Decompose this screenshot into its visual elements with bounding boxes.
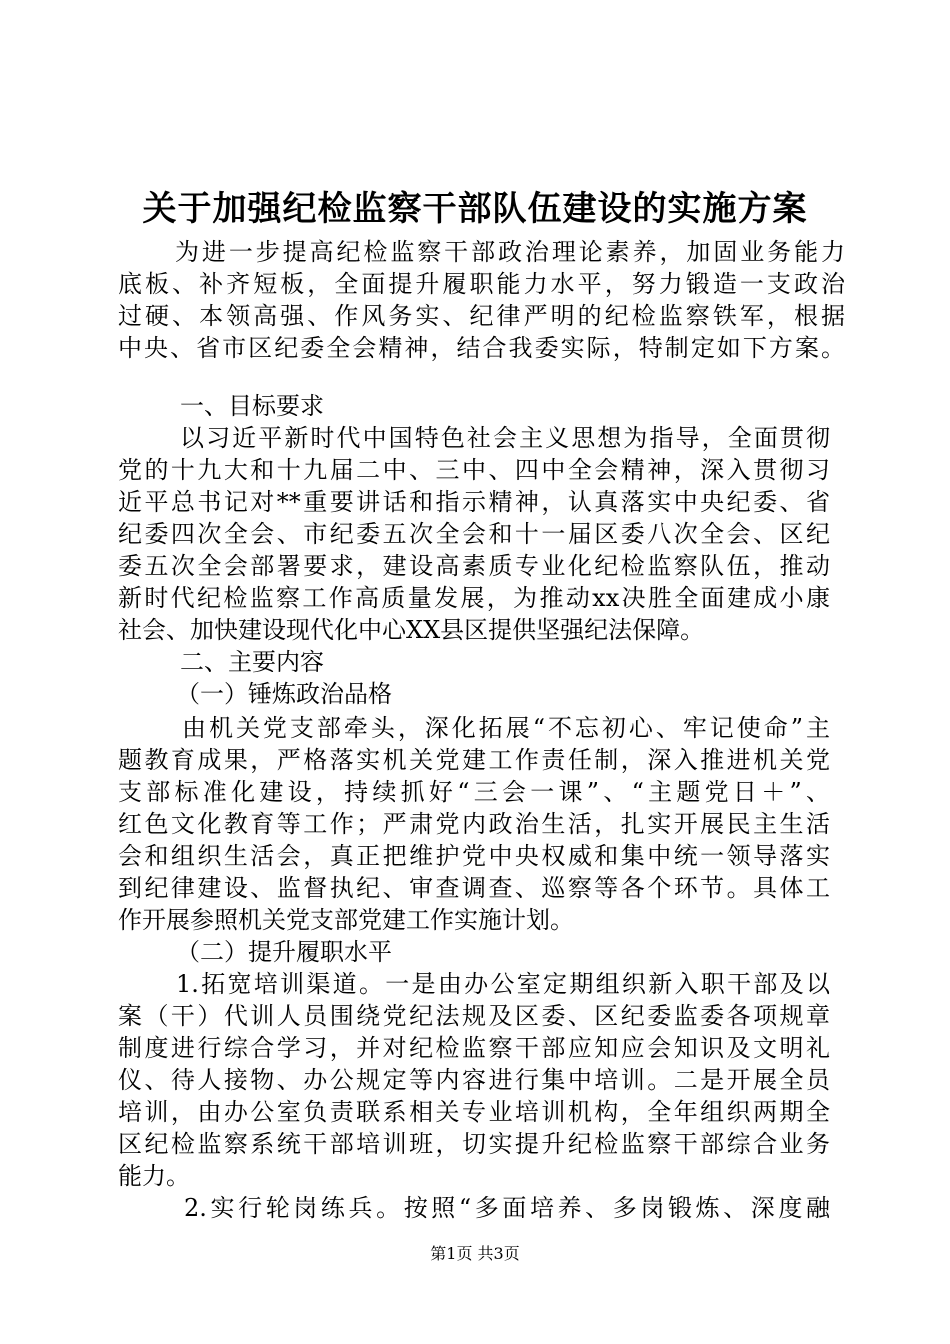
- paragraph-line: 纪委四次全会、市纪委五次全会和十一届区委八次全会、区纪: [118, 520, 830, 548]
- paragraph-line: 过硬、本领高强、作风务实、纪律严明的纪检监察铁军，根据: [118, 302, 845, 330]
- page-footer: 第1页 共3页: [430, 1244, 520, 1263]
- paragraph-line: 能力。: [118, 1162, 190, 1190]
- paragraph-line: 区纪检监察系统干部培训班，切实提升纪检监察干部综合业务: [118, 1130, 830, 1158]
- paragraph-line: 红色文化教育等工作；严肃党内政治生活，扎实开展民主生活: [118, 810, 830, 838]
- paragraph-line: 到纪律建设、监督执纪、审查调查、巡察等各个环节。具体工: [118, 874, 830, 902]
- paragraph-line: 题教育成果，严格落实机关党建工作责任制，深入推进机关党: [118, 746, 830, 774]
- paragraph-line: 支部标准化建设，持续抓好“三会一课”、“主题党日＋”、: [118, 778, 830, 806]
- paragraph-line: 社会、加快建设现代化中心XX县区提供坚强纪法保障。: [118, 616, 705, 644]
- paragraph-line: 制度进行综合学习，并对纪检监察干部应知应会知识及文明礼: [118, 1034, 830, 1062]
- paragraph-line: 2.实行轮岗练兵。按照“多面培养、多岗锻炼、深度融: [184, 1194, 830, 1222]
- paragraph-line: 案（干）代训人员围绕党纪法规及区委、区纪委监委各项规章: [118, 1002, 830, 1030]
- paragraph-line: 作开展参照机关党支部党建工作实施计划。: [118, 906, 574, 934]
- paragraph-line: 近平总书记对**重要讲话和指示精神，认真落实中央纪委、省: [118, 488, 830, 516]
- paragraph-line: 中央、省市区纪委全会精神，结合我委实际，特制定如下方案。: [118, 334, 845, 362]
- paragraph-line: 底板、补齐短板，全面提升履职能力水平，努力锻造一支政治: [118, 270, 845, 298]
- section-heading: 一、目标要求: [180, 392, 324, 420]
- paragraph-line: 党的十九大和十九届二中、三中、四中全会精神，深入贯彻习: [118, 456, 830, 484]
- paragraph-line: 会和组织生活会，真正把维护党中央权威和集中统一领导落实: [118, 842, 830, 870]
- subsection-heading: （二）提升履职水平: [176, 938, 392, 966]
- paragraph-line: 仪、待人接物、办公规定等内容进行集中培训。二是开展全员: [118, 1066, 830, 1094]
- paragraph-line: 以习近平新时代中国特色社会主义思想为指导，全面贯彻: [180, 424, 830, 452]
- paragraph-line: 1.拓宽培训渠道。一是由办公室定期组织新入职干部及以: [176, 970, 830, 998]
- paragraph-line: 新时代纪检监察工作高质量发展，为推动xx决胜全面建成小康: [118, 584, 830, 612]
- paragraph-line: 由机关党支部牵头，深化拓展“不忘初心、牢记使命”主: [182, 714, 830, 742]
- paragraph-line: 为进一步提高纪检监察干部政治理论素养，加固业务能力: [175, 238, 845, 266]
- subsection-heading: （一）锤炼政治品格: [176, 680, 392, 708]
- paragraph-line: 培训，由办公室负责联系相关专业培训机构，全年组织两期全: [118, 1098, 830, 1126]
- document-title: 关于加强纪检监察干部队伍建设的实施方案: [142, 189, 808, 229]
- paragraph-line: 委五次全会部署要求，建设高素质专业化纪检监察队伍，推动: [118, 552, 830, 580]
- section-heading: 二、主要内容: [180, 648, 324, 676]
